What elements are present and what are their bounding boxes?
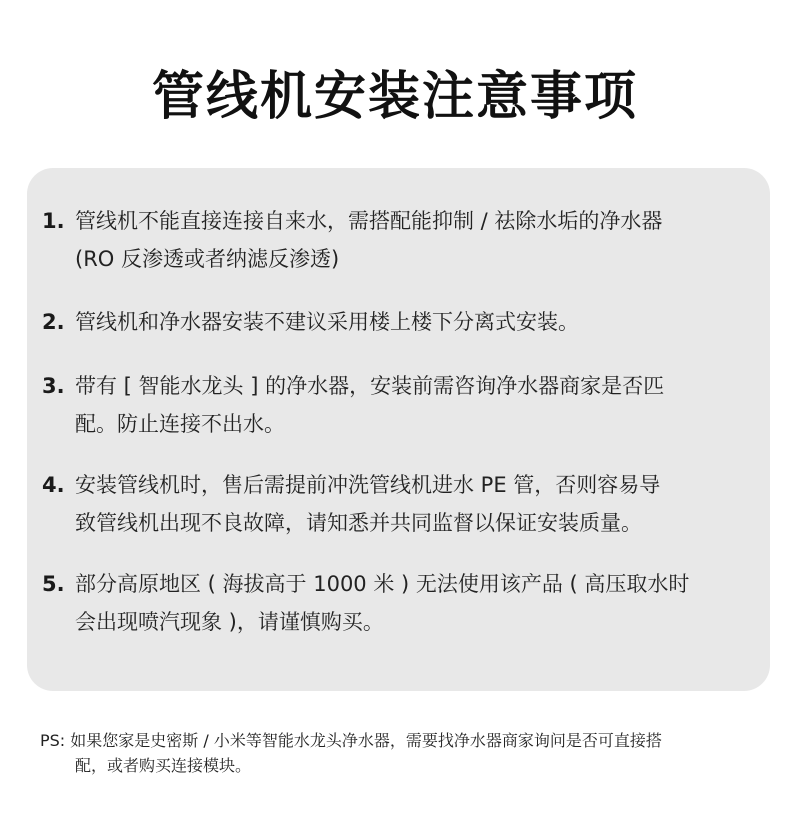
ps-note: [40, 728, 760, 778]
item-line: 致管线机出现不良故障，请知悉并共同监督以保证安装质量。: [75, 511, 642, 535]
item-line: 会出现喷汽现象 )，请谨慎购买。: [75, 610, 384, 634]
item-line: 配。防止连接不出水。: [75, 412, 285, 436]
item-line: 管线机和净水器安装不建议采用楼上楼下分离式安装。: [75, 310, 579, 334]
page-title: 管线机安装注意事项: [151, 67, 638, 127]
item-line: 带有 [ 智能水龙头 ] 的净水器，安装前需咨询净水器商家是否匹: [75, 374, 665, 398]
notice-card: [27, 168, 770, 691]
item-text: [75, 303, 760, 341]
item-text: [75, 466, 760, 542]
item-number: 4.: [42, 473, 65, 497]
ps-line: 配，或者购买连接模块。: [75, 756, 252, 775]
item-line: 部分高原地区 ( 海拔高于 1000 米 ) 无法使用该产品 ( 高压取水时: [75, 572, 690, 596]
item-number: 1.: [42, 209, 65, 233]
item-line: 管线机不能直接连接自来水，需搭配能抑制 / 祛除水垢的净水器: [75, 209, 663, 233]
item-line: (RO 反渗透或者纳滤反渗透): [75, 247, 340, 271]
item-number: 5.: [42, 572, 65, 596]
item-number: 3.: [42, 374, 65, 398]
item-text: [75, 202, 760, 278]
item-text: [75, 367, 760, 443]
item-text: [75, 565, 760, 641]
item-line: 安装管线机时，售后需提前冲洗管线机进水 PE 管，否则容易导: [75, 473, 661, 497]
ps-line: PS: 如果您家是史密斯 / 小米等智能水龙头净水器，需要找净水器商家询问是否可直接搭: [40, 731, 662, 750]
item-number: 2.: [42, 310, 65, 334]
